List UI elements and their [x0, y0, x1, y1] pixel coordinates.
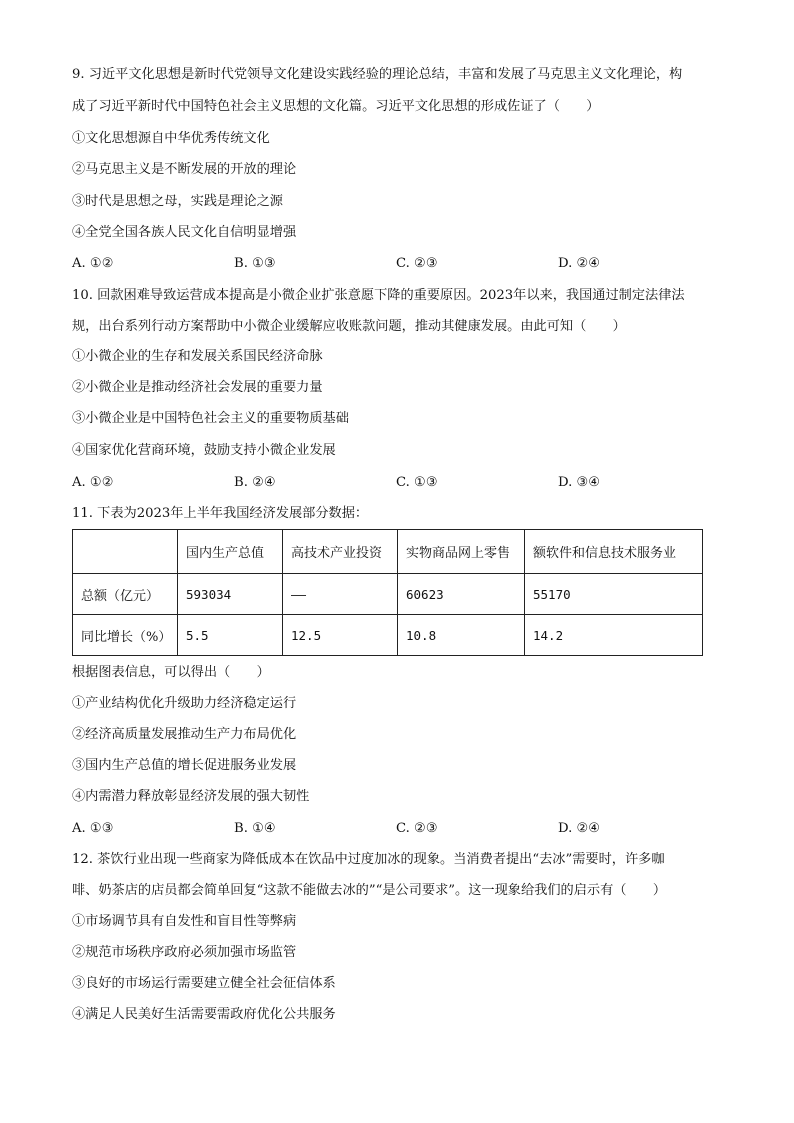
table-cell: 12.5 [283, 615, 398, 656]
q11-option-b[interactable]: B. ①④ [234, 821, 276, 836]
q10-option-c[interactable]: C. ①③ [396, 475, 438, 490]
table-header-cell [73, 530, 178, 574]
q10-item-1: ①小微企业的生存和发展关系国民经济命脉 [72, 349, 323, 364]
q10-stem-line-2: 规，出台系列行动方案帮助中小微企业缓解应收账款问题，推动其健康发展。由此可知（ ） [72, 319, 626, 334]
table-row [73, 615, 703, 656]
table-header-cell: 高技术产业投资 [283, 530, 398, 574]
q11-item-4: ④内需潜力释放彰显经济发展的强大韧性 [72, 789, 310, 804]
q9-option-d[interactable]: D. ②④ [558, 256, 601, 271]
q10-item-4: ④国家优化营商环境，鼓励支持小微企业发展 [72, 443, 336, 458]
q12-item-1: ①市场调节具有自发性和盲目性等弊病 [72, 914, 297, 929]
q9-stem-line-1: 9. 习近平文化思想是新时代党领导文化建设实践经验的理论总结，丰富和发展了马克思主义文化理论，构 [72, 67, 683, 82]
table-cell: 593034 [178, 574, 283, 615]
q11-option-c[interactable]: C. ②③ [396, 821, 438, 836]
q11-option-a[interactable]: A. ①③ [72, 821, 114, 836]
table-header-cell: 额软件和信息技术服务业 [525, 530, 703, 574]
economy-data-table [72, 529, 703, 656]
q11-item-2: ②经济高质量发展推动生产力布局优化 [72, 727, 297, 742]
q11-stem: 11. 下表为2023年上半年我国经济发展部分数据： [72, 506, 369, 521]
q9-item-1: ①文化思想源自中华优秀传统文化 [72, 131, 270, 146]
q12-item-4: ④满足人民美好生活需要需政府优化公共服务 [72, 1007, 336, 1022]
table-cell: 60623 [398, 574, 525, 615]
table-header-cell: 实物商品网上零售 [398, 530, 525, 574]
q10-option-a[interactable]: A. ①② [72, 475, 114, 490]
table-header-cell: 国内生产总值 [178, 530, 283, 574]
q11-item-1: ①产业结构优化升级助力经济稳定运行 [72, 696, 297, 711]
q11-options [72, 820, 722, 838]
q10-option-d[interactable]: D. ③④ [558, 475, 601, 490]
q9-options [72, 255, 722, 273]
q12-item-2: ②规范市场秩序政府必须加强市场监管 [72, 945, 297, 960]
q9-option-a[interactable]: A. ①② [72, 256, 114, 271]
q11-option-d[interactable]: D. ②④ [558, 821, 601, 836]
table-header-row [73, 530, 703, 574]
table-cell: 5.5 [178, 615, 283, 656]
q9-item-4: ④全党全国各族人民文化自信明显增强 [72, 225, 297, 240]
q9-stem-line-2: 成了习近平新时代中国特色社会主义思想的文化篇。习近平文化思想的形成佐证了（ ） [72, 99, 600, 114]
table-cell: 14.2 [525, 615, 703, 656]
q10-stem-line-1: 10. 回款困难导致运营成本提高是小微企业扩张意愿下降的重要原因。2023年以来，我国通过制定法律法 [72, 288, 685, 303]
table-row-label: 总额（亿元） [73, 574, 178, 615]
q10-options [72, 474, 722, 492]
table-cell: 10.8 [398, 615, 525, 656]
q9-item-3: ③时代是思想之母，实践是理论之源 [72, 194, 283, 209]
q12-item-3: ③良好的市场运行需要建立健全社会征信体系 [72, 976, 336, 991]
q11-stem-after: 根据图表信息，可以得出（ ） [72, 665, 270, 680]
q10-item-2: ②小微企业是推动经济社会发展的重要力量 [72, 380, 323, 395]
q9-option-c[interactable]: C. ②③ [396, 256, 438, 271]
table-cell: 55170 [525, 574, 703, 615]
table-row [73, 574, 703, 615]
q9-item-2: ②马克思主义是不断发展的开放的理论 [72, 162, 297, 177]
q9-option-b[interactable]: B. ①③ [234, 256, 276, 271]
q12-stem-line-1: 12. 茶饮行业出现一些商家为降低成本在饮品中过度加冰的现象。当消费者提出“去冰”需要时，许多咖 [72, 852, 665, 867]
q11-item-3: ③国内生产总值的增长促进服务业发展 [72, 758, 297, 773]
q10-option-b[interactable]: B. ②④ [234, 475, 276, 490]
table-row-label: 同比增长（%） [73, 615, 178, 656]
table-cell: —— [283, 574, 398, 615]
q10-item-3: ③小微企业是中国特色社会主义的重要物质基础 [72, 411, 349, 426]
q12-stem-line-2: 啡、奶茶店的店员都会简单回复“这款不能做去冰的”“是公司要求”。这一现象给我们的启示有（ ） [72, 883, 667, 898]
